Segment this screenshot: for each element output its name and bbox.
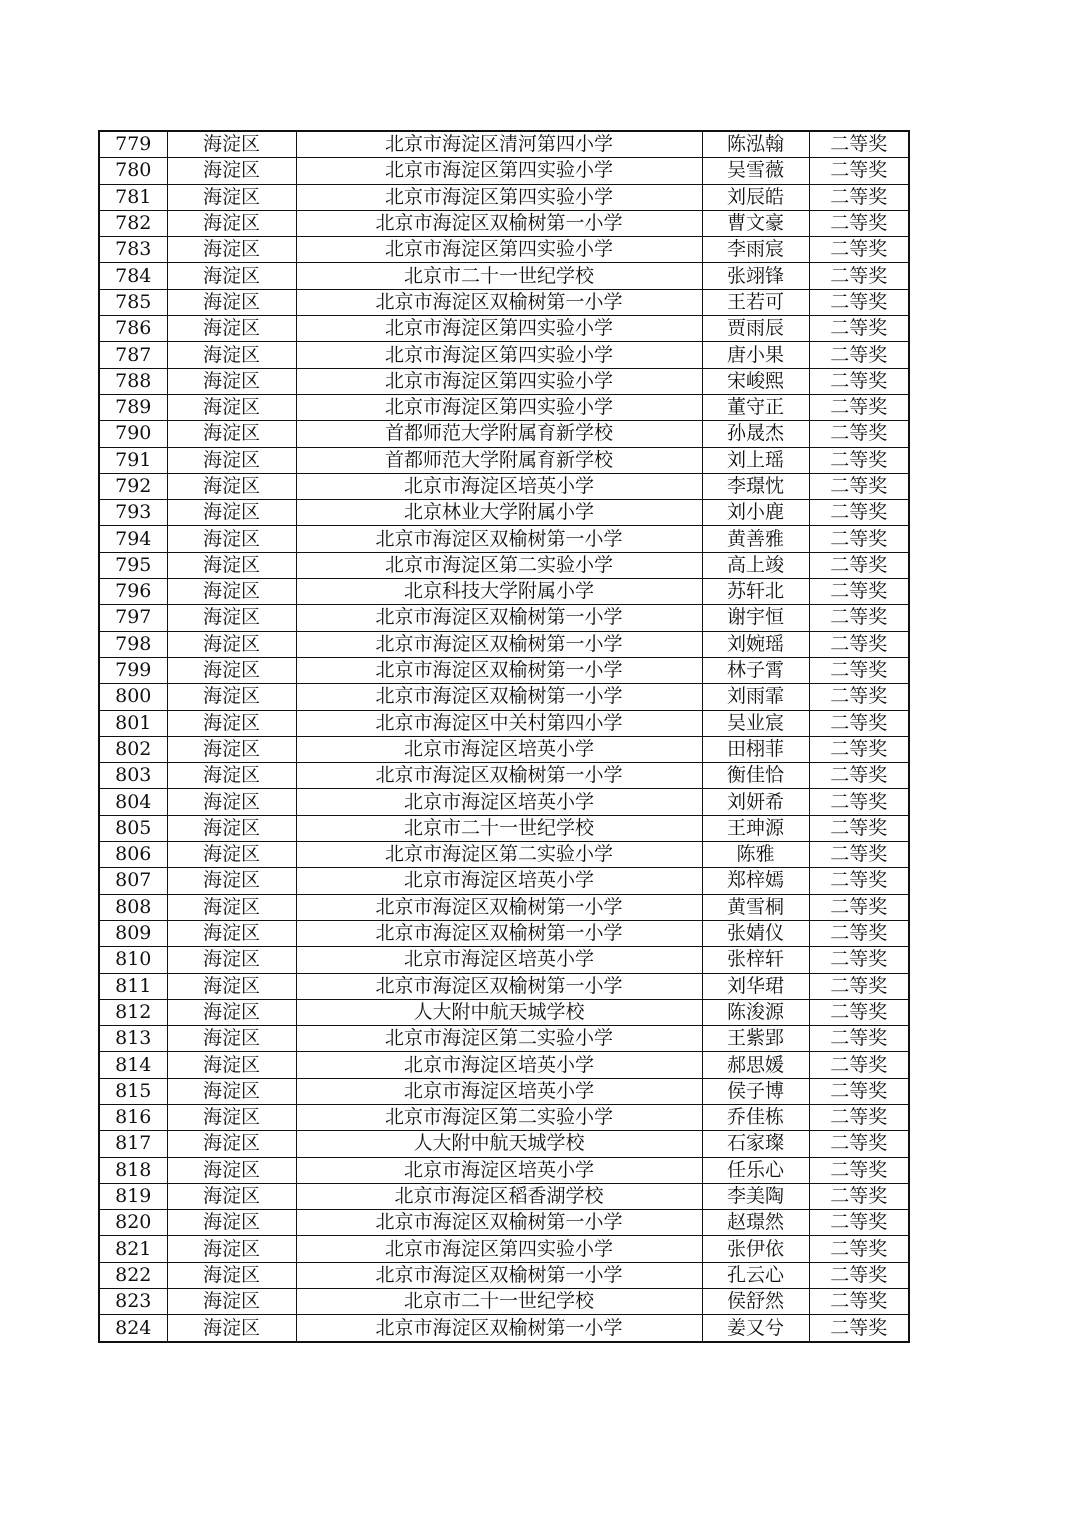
cell-district: 海淀区 xyxy=(167,158,296,184)
cell-district: 海淀区 xyxy=(167,1026,296,1052)
cell-number: 814 xyxy=(99,1052,167,1078)
cell-school: 北京市二十一世纪学校 xyxy=(296,1289,702,1315)
cell-number: 793 xyxy=(99,500,167,526)
cell-school: 北京市海淀区第四实验小学 xyxy=(296,184,702,210)
cell-school: 北京市海淀区第二实验小学 xyxy=(296,1026,702,1052)
cell-student-name: 林子霄 xyxy=(702,657,809,683)
cell-district: 海淀区 xyxy=(167,631,296,657)
cell-number: 806 xyxy=(99,842,167,868)
cell-number: 808 xyxy=(99,894,167,920)
cell-school: 北京市海淀区双榆树第一小学 xyxy=(296,894,702,920)
cell-award: 二等奖 xyxy=(809,789,909,815)
cell-award: 二等奖 xyxy=(809,473,909,499)
cell-number: 801 xyxy=(99,710,167,736)
cell-student-name: 黄善雅 xyxy=(702,526,809,552)
cell-number: 783 xyxy=(99,237,167,263)
cell-number: 812 xyxy=(99,999,167,1025)
cell-student-name: 张婧仪 xyxy=(702,920,809,946)
table-row xyxy=(99,815,909,841)
cell-number: 818 xyxy=(99,1157,167,1183)
cell-number: 823 xyxy=(99,1289,167,1315)
cell-student-name: 侯舒然 xyxy=(702,1289,809,1315)
cell-school: 北京市海淀区培英小学 xyxy=(296,1052,702,1078)
cell-school: 首都师范大学附属育新学校 xyxy=(296,447,702,473)
cell-award: 二等奖 xyxy=(809,736,909,762)
cell-school: 北京市二十一世纪学校 xyxy=(296,815,702,841)
table-row xyxy=(99,999,909,1025)
cell-number: 791 xyxy=(99,447,167,473)
cell-student-name: 张翊锋 xyxy=(702,263,809,289)
table-row xyxy=(99,447,909,473)
cell-number: 820 xyxy=(99,1210,167,1236)
cell-district: 海淀区 xyxy=(167,947,296,973)
table-row xyxy=(99,763,909,789)
cell-award: 二等奖 xyxy=(809,263,909,289)
cell-district: 海淀区 xyxy=(167,684,296,710)
cell-award: 二等奖 xyxy=(809,763,909,789)
cell-number: 788 xyxy=(99,368,167,394)
cell-school: 北京市海淀区双榆树第一小学 xyxy=(296,920,702,946)
cell-district: 海淀区 xyxy=(167,237,296,263)
cell-number: 795 xyxy=(99,552,167,578)
cell-district: 海淀区 xyxy=(167,184,296,210)
cell-student-name: 苏轩北 xyxy=(702,579,809,605)
cell-student-name: 贾雨辰 xyxy=(702,316,809,342)
cell-school: 北京市海淀区双榆树第一小学 xyxy=(296,684,702,710)
cell-award: 二等奖 xyxy=(809,684,909,710)
cell-school: 北京市海淀区双榆树第一小学 xyxy=(296,1315,702,1342)
cell-district: 海淀区 xyxy=(167,473,296,499)
cell-district: 海淀区 xyxy=(167,868,296,894)
cell-number: 813 xyxy=(99,1026,167,1052)
table-row xyxy=(99,842,909,868)
cell-school: 北京市海淀区第二实验小学 xyxy=(296,1104,702,1130)
cell-award: 二等奖 xyxy=(809,710,909,736)
cell-school: 北京市海淀区双榆树第一小学 xyxy=(296,763,702,789)
cell-student-name: 陈浚源 xyxy=(702,999,809,1025)
cell-school: 北京市海淀区培英小学 xyxy=(296,1078,702,1104)
table-row xyxy=(99,920,909,946)
cell-award: 二等奖 xyxy=(809,868,909,894)
cell-student-name: 陈雅 xyxy=(702,842,809,868)
cell-school: 北京市海淀区培英小学 xyxy=(296,789,702,815)
cell-award: 二等奖 xyxy=(809,1315,909,1342)
cell-student-name: 刘上瑶 xyxy=(702,447,809,473)
cell-number: 799 xyxy=(99,657,167,683)
cell-student-name: 乔佳栋 xyxy=(702,1104,809,1130)
cell-award: 二等奖 xyxy=(809,237,909,263)
cell-award: 二等奖 xyxy=(809,973,909,999)
table-row xyxy=(99,1315,909,1342)
cell-number: 804 xyxy=(99,789,167,815)
cell-district: 海淀区 xyxy=(167,421,296,447)
cell-student-name: 宋峻熙 xyxy=(702,368,809,394)
table-row xyxy=(99,342,909,368)
cell-district: 海淀区 xyxy=(167,289,296,315)
table-row xyxy=(99,1052,909,1078)
cell-district: 海淀区 xyxy=(167,1052,296,1078)
cell-award: 二等奖 xyxy=(809,1157,909,1183)
cell-school: 北京市海淀区稻香湖学校 xyxy=(296,1183,702,1209)
cell-award: 二等奖 xyxy=(809,394,909,420)
cell-student-name: 郝思媛 xyxy=(702,1052,809,1078)
cell-district: 海淀区 xyxy=(167,1289,296,1315)
cell-school: 北京市海淀区第二实验小学 xyxy=(296,842,702,868)
cell-award: 二等奖 xyxy=(809,526,909,552)
table-row xyxy=(99,1026,909,1052)
cell-student-name: 张梓轩 xyxy=(702,947,809,973)
cell-award: 二等奖 xyxy=(809,316,909,342)
cell-number: 819 xyxy=(99,1183,167,1209)
table-row xyxy=(99,263,909,289)
cell-number: 821 xyxy=(99,1236,167,1262)
cell-district: 海淀区 xyxy=(167,1262,296,1288)
award-list-table xyxy=(98,130,910,1343)
table-row xyxy=(99,421,909,447)
table-row xyxy=(99,894,909,920)
cell-award: 二等奖 xyxy=(809,552,909,578)
cell-number: 780 xyxy=(99,158,167,184)
cell-number: 798 xyxy=(99,631,167,657)
table-row xyxy=(99,184,909,210)
cell-student-name: 高上竣 xyxy=(702,552,809,578)
cell-award: 二等奖 xyxy=(809,184,909,210)
cell-student-name: 郑梓嫣 xyxy=(702,868,809,894)
cell-award: 二等奖 xyxy=(809,1104,909,1130)
cell-award: 二等奖 xyxy=(809,999,909,1025)
cell-school: 北京市海淀区第四实验小学 xyxy=(296,368,702,394)
cell-student-name: 张伊依 xyxy=(702,1236,809,1262)
cell-district: 海淀区 xyxy=(167,710,296,736)
cell-school: 北京市海淀区培英小学 xyxy=(296,1157,702,1183)
cell-student-name: 孔云心 xyxy=(702,1262,809,1288)
cell-student-name: 任乐心 xyxy=(702,1157,809,1183)
cell-school: 北京市海淀区双榆树第一小学 xyxy=(296,1210,702,1236)
cell-district: 海淀区 xyxy=(167,263,296,289)
cell-district: 海淀区 xyxy=(167,1315,296,1342)
table-row xyxy=(99,973,909,999)
cell-number: 810 xyxy=(99,947,167,973)
table-row xyxy=(99,657,909,683)
cell-number: 787 xyxy=(99,342,167,368)
table-row xyxy=(99,710,909,736)
cell-number: 817 xyxy=(99,1131,167,1157)
cell-school: 北京市海淀区第四实验小学 xyxy=(296,237,702,263)
cell-number: 786 xyxy=(99,316,167,342)
cell-school: 北京市海淀区第四实验小学 xyxy=(296,158,702,184)
table-row xyxy=(99,605,909,631)
cell-district: 海淀区 xyxy=(167,579,296,605)
cell-district: 海淀区 xyxy=(167,526,296,552)
cell-district: 海淀区 xyxy=(167,500,296,526)
table-row xyxy=(99,131,909,158)
cell-school: 首都师范大学附属育新学校 xyxy=(296,421,702,447)
table-row xyxy=(99,1104,909,1130)
cell-district: 海淀区 xyxy=(167,973,296,999)
cell-student-name: 衡佳恰 xyxy=(702,763,809,789)
cell-student-name: 李璟忱 xyxy=(702,473,809,499)
cell-district: 海淀区 xyxy=(167,894,296,920)
cell-number: 816 xyxy=(99,1104,167,1130)
cell-number: 796 xyxy=(99,579,167,605)
cell-award: 二等奖 xyxy=(809,894,909,920)
cell-school: 北京市海淀区双榆树第一小学 xyxy=(296,631,702,657)
cell-school: 北京市海淀区第四实验小学 xyxy=(296,342,702,368)
cell-district: 海淀区 xyxy=(167,1104,296,1130)
table-row xyxy=(99,289,909,315)
cell-award: 二等奖 xyxy=(809,1052,909,1078)
cell-school: 北京市海淀区双榆树第一小学 xyxy=(296,1262,702,1288)
cell-school: 北京市海淀区中关村第四小学 xyxy=(296,710,702,736)
cell-student-name: 陈泓翰 xyxy=(702,131,809,158)
table-row xyxy=(99,868,909,894)
cell-student-name: 刘雨霏 xyxy=(702,684,809,710)
cell-school: 北京市海淀区第四实验小学 xyxy=(296,316,702,342)
cell-number: 792 xyxy=(99,473,167,499)
table-row xyxy=(99,1157,909,1183)
cell-number: 802 xyxy=(99,736,167,762)
cell-district: 海淀区 xyxy=(167,736,296,762)
cell-district: 海淀区 xyxy=(167,815,296,841)
cell-award: 二等奖 xyxy=(809,158,909,184)
table-row xyxy=(99,1262,909,1288)
cell-district: 海淀区 xyxy=(167,1078,296,1104)
cell-school: 北京市海淀区培英小学 xyxy=(296,473,702,499)
cell-student-name: 孙晟杰 xyxy=(702,421,809,447)
cell-award: 二等奖 xyxy=(809,210,909,236)
cell-school: 北京市海淀区培英小学 xyxy=(296,736,702,762)
cell-award: 二等奖 xyxy=(809,500,909,526)
cell-district: 海淀区 xyxy=(167,789,296,815)
table-row xyxy=(99,789,909,815)
cell-student-name: 王紫郢 xyxy=(702,1026,809,1052)
cell-school: 人大附中航天城学校 xyxy=(296,999,702,1025)
table-row xyxy=(99,947,909,973)
cell-student-name: 唐小果 xyxy=(702,342,809,368)
cell-student-name: 董守正 xyxy=(702,394,809,420)
cell-number: 805 xyxy=(99,815,167,841)
cell-school: 北京市海淀区第四实验小学 xyxy=(296,394,702,420)
table-row xyxy=(99,736,909,762)
table-row xyxy=(99,579,909,605)
cell-award: 二等奖 xyxy=(809,579,909,605)
cell-award: 二等奖 xyxy=(809,1210,909,1236)
cell-award: 二等奖 xyxy=(809,631,909,657)
cell-district: 海淀区 xyxy=(167,605,296,631)
cell-district: 海淀区 xyxy=(167,657,296,683)
cell-district: 海淀区 xyxy=(167,763,296,789)
cell-award: 二等奖 xyxy=(809,368,909,394)
table-row xyxy=(99,210,909,236)
cell-number: 824 xyxy=(99,1315,167,1342)
cell-award: 二等奖 xyxy=(809,842,909,868)
cell-number: 815 xyxy=(99,1078,167,1104)
cell-student-name: 刘小鹿 xyxy=(702,500,809,526)
cell-district: 海淀区 xyxy=(167,131,296,158)
cell-district: 海淀区 xyxy=(167,447,296,473)
table-row xyxy=(99,1078,909,1104)
cell-district: 海淀区 xyxy=(167,210,296,236)
table-row xyxy=(99,500,909,526)
cell-school: 北京市二十一世纪学校 xyxy=(296,263,702,289)
cell-district: 海淀区 xyxy=(167,368,296,394)
cell-award: 二等奖 xyxy=(809,605,909,631)
cell-student-name: 刘妍希 xyxy=(702,789,809,815)
cell-award: 二等奖 xyxy=(809,289,909,315)
cell-number: 779 xyxy=(99,131,167,158)
table-row xyxy=(99,368,909,394)
cell-student-name: 黄雪桐 xyxy=(702,894,809,920)
cell-number: 807 xyxy=(99,868,167,894)
cell-number: 785 xyxy=(99,289,167,315)
cell-number: 782 xyxy=(99,210,167,236)
cell-school: 北京市海淀区培英小学 xyxy=(296,947,702,973)
cell-student-name: 田栩菲 xyxy=(702,736,809,762)
cell-number: 822 xyxy=(99,1262,167,1288)
cell-student-name: 侯子博 xyxy=(702,1078,809,1104)
table-row xyxy=(99,526,909,552)
cell-school: 北京林业大学附属小学 xyxy=(296,500,702,526)
cell-school: 北京市海淀区双榆树第一小学 xyxy=(296,605,702,631)
cell-district: 海淀区 xyxy=(167,1183,296,1209)
cell-district: 海淀区 xyxy=(167,999,296,1025)
cell-award: 二等奖 xyxy=(809,657,909,683)
cell-number: 790 xyxy=(99,421,167,447)
cell-number: 800 xyxy=(99,684,167,710)
cell-award: 二等奖 xyxy=(809,1131,909,1157)
cell-student-name: 姜又兮 xyxy=(702,1315,809,1342)
cell-award: 二等奖 xyxy=(809,1262,909,1288)
cell-number: 803 xyxy=(99,763,167,789)
cell-school: 北京市海淀区双榆树第一小学 xyxy=(296,973,702,999)
cell-number: 794 xyxy=(99,526,167,552)
table-row xyxy=(99,1236,909,1262)
cell-number: 781 xyxy=(99,184,167,210)
cell-student-name: 王珅源 xyxy=(702,815,809,841)
cell-student-name: 曹文豪 xyxy=(702,210,809,236)
cell-student-name: 刘辰皓 xyxy=(702,184,809,210)
cell-district: 海淀区 xyxy=(167,842,296,868)
cell-school: 北京市海淀区培英小学 xyxy=(296,868,702,894)
cell-number: 797 xyxy=(99,605,167,631)
table-row xyxy=(99,684,909,710)
cell-award: 二等奖 xyxy=(809,1026,909,1052)
table-row xyxy=(99,1131,909,1157)
cell-school: 人大附中航天城学校 xyxy=(296,1131,702,1157)
cell-award: 二等奖 xyxy=(809,1078,909,1104)
cell-award: 二等奖 xyxy=(809,815,909,841)
cell-number: 809 xyxy=(99,920,167,946)
table-row xyxy=(99,237,909,263)
award-list-body xyxy=(99,131,909,1342)
table-row xyxy=(99,316,909,342)
cell-district: 海淀区 xyxy=(167,394,296,420)
cell-district: 海淀区 xyxy=(167,1157,296,1183)
cell-student-name: 谢宇恒 xyxy=(702,605,809,631)
cell-student-name: 吴雪薇 xyxy=(702,158,809,184)
table-row xyxy=(99,631,909,657)
table-row xyxy=(99,158,909,184)
cell-award: 二等奖 xyxy=(809,421,909,447)
table-row xyxy=(99,1289,909,1315)
table-row xyxy=(99,1210,909,1236)
cell-award: 二等奖 xyxy=(809,920,909,946)
table-row xyxy=(99,473,909,499)
cell-district: 海淀区 xyxy=(167,316,296,342)
cell-student-name: 李美陶 xyxy=(702,1183,809,1209)
cell-student-name: 石家璨 xyxy=(702,1131,809,1157)
cell-student-name: 刘华珺 xyxy=(702,973,809,999)
cell-student-name: 赵璟然 xyxy=(702,1210,809,1236)
cell-school: 北京市海淀区清河第四小学 xyxy=(296,131,702,158)
table-row xyxy=(99,1183,909,1209)
cell-district: 海淀区 xyxy=(167,552,296,578)
cell-district: 海淀区 xyxy=(167,1131,296,1157)
cell-award: 二等奖 xyxy=(809,131,909,158)
cell-award: 二等奖 xyxy=(809,947,909,973)
cell-award: 二等奖 xyxy=(809,1236,909,1262)
cell-school: 北京市海淀区双榆树第一小学 xyxy=(296,289,702,315)
cell-school: 北京科技大学附属小学 xyxy=(296,579,702,605)
cell-district: 海淀区 xyxy=(167,920,296,946)
cell-number: 789 xyxy=(99,394,167,420)
cell-award: 二等奖 xyxy=(809,1183,909,1209)
cell-student-name: 王若可 xyxy=(702,289,809,315)
cell-school: 北京市海淀区第二实验小学 xyxy=(296,552,702,578)
cell-school: 北京市海淀区双榆树第一小学 xyxy=(296,210,702,236)
cell-student-name: 吴业宸 xyxy=(702,710,809,736)
cell-school: 北京市海淀区第四实验小学 xyxy=(296,1236,702,1262)
cell-student-name: 李雨宸 xyxy=(702,237,809,263)
cell-award: 二等奖 xyxy=(809,342,909,368)
table-row xyxy=(99,394,909,420)
cell-award: 二等奖 xyxy=(809,447,909,473)
cell-award: 二等奖 xyxy=(809,1289,909,1315)
cell-district: 海淀区 xyxy=(167,342,296,368)
cell-number: 784 xyxy=(99,263,167,289)
cell-student-name: 刘婉瑶 xyxy=(702,631,809,657)
cell-school: 北京市海淀区双榆树第一小学 xyxy=(296,657,702,683)
table-row xyxy=(99,552,909,578)
cell-school: 北京市海淀区双榆树第一小学 xyxy=(296,526,702,552)
cell-district: 海淀区 xyxy=(167,1236,296,1262)
cell-number: 811 xyxy=(99,973,167,999)
cell-district: 海淀区 xyxy=(167,1210,296,1236)
